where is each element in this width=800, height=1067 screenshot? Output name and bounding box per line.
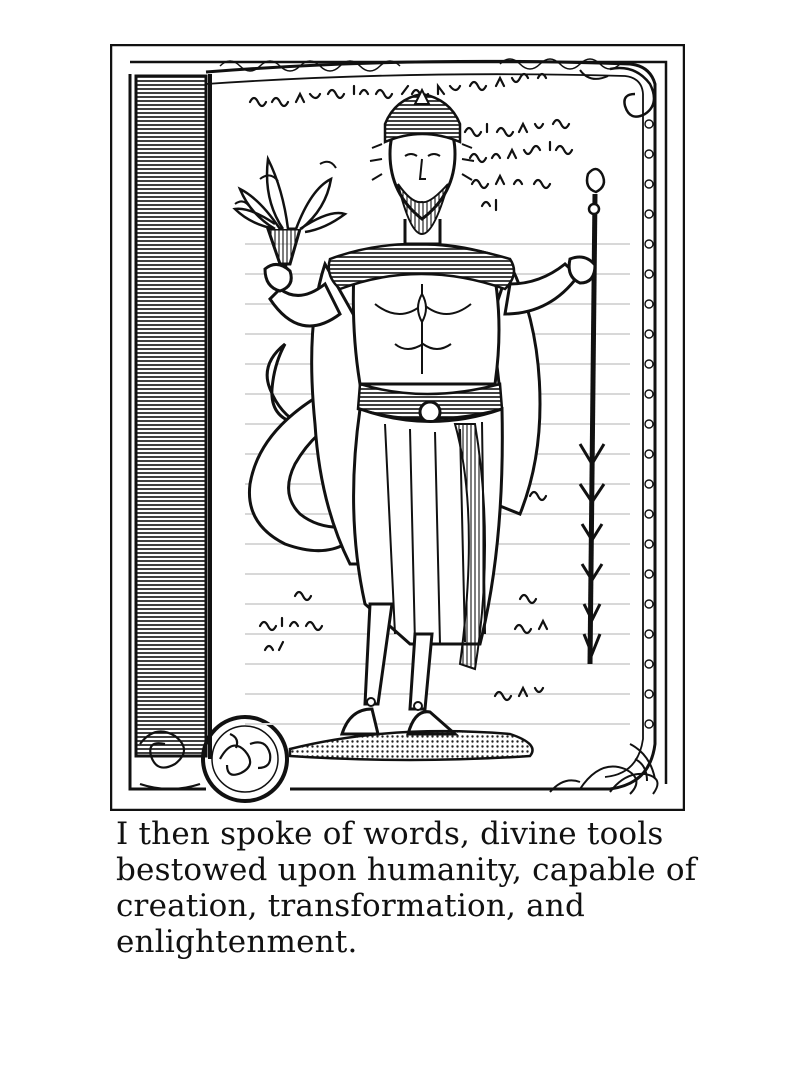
caption-line: I then spoke of words, divine tools (116, 816, 664, 852)
caption-line: bestowed upon humanity, capable of (116, 852, 697, 888)
ribbed-column (130, 74, 210, 759)
caption-text (116, 816, 716, 960)
caption-line: creation, transformation, and (116, 888, 585, 924)
caption-line: enlightenment. (116, 924, 358, 960)
woodcut-illustration (110, 44, 685, 811)
